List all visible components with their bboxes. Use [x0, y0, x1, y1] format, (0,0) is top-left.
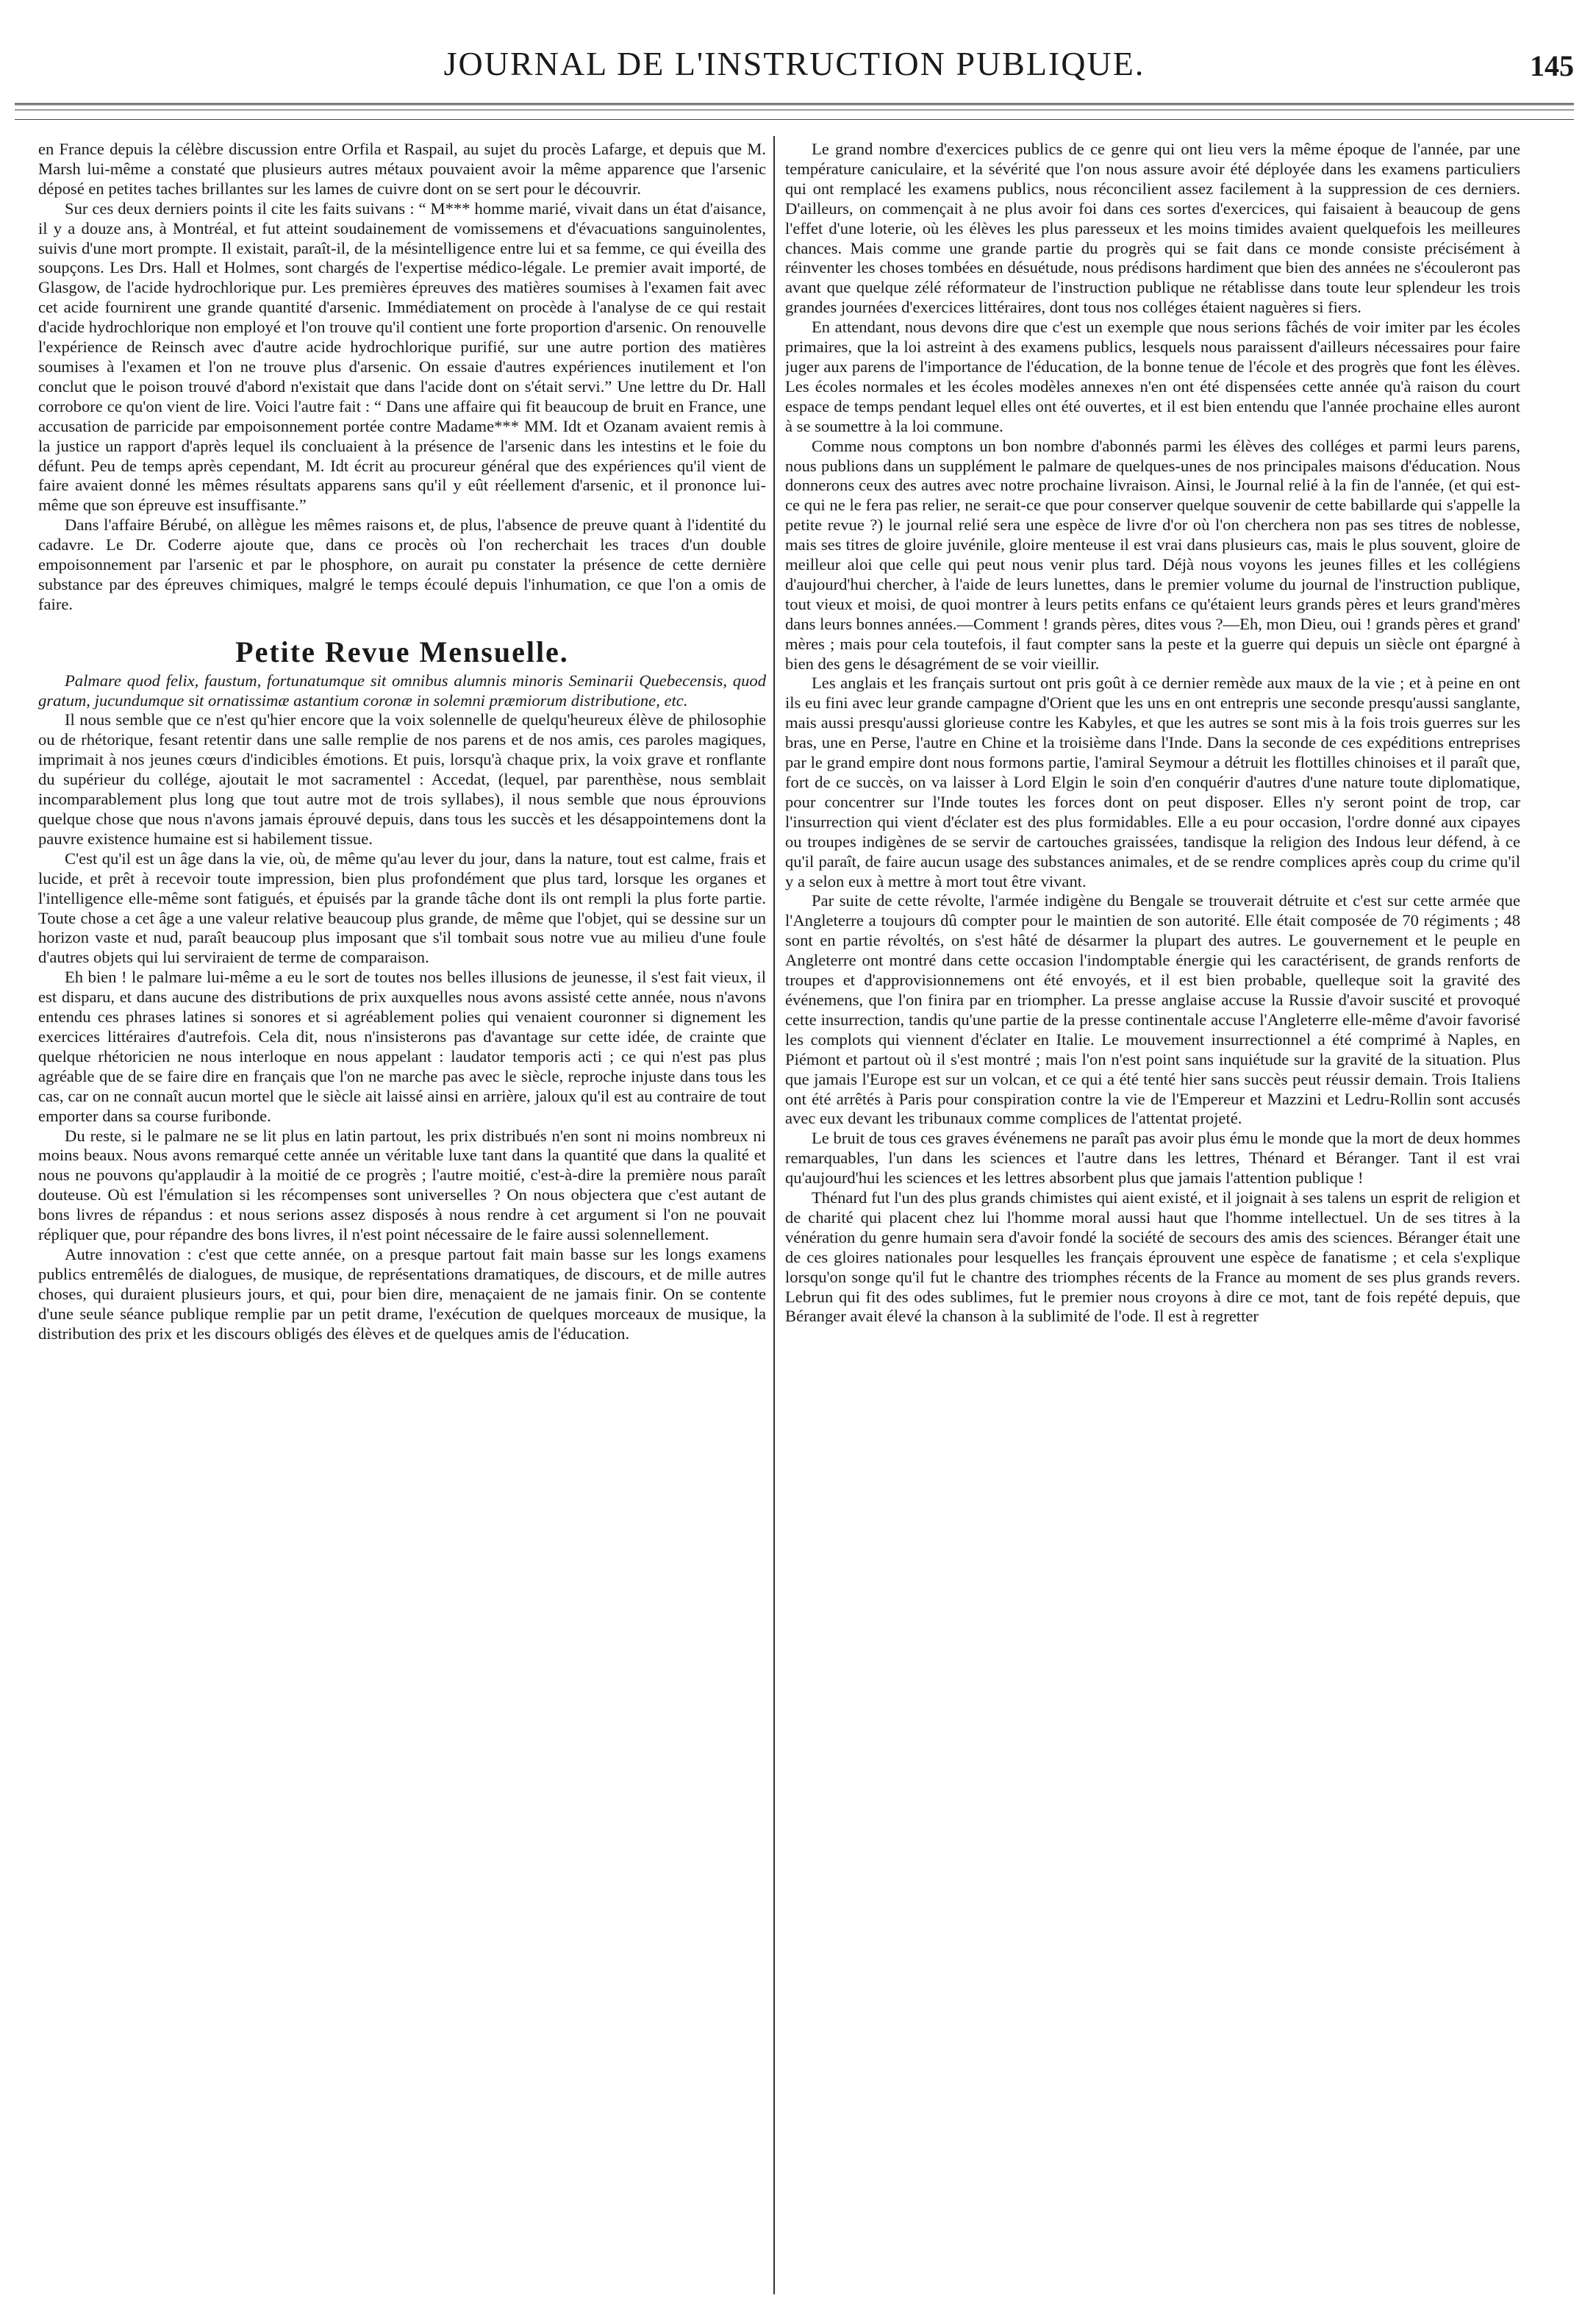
paragraph: Le bruit de tous ces graves événemens ne paraît pas avoir plus ému le monde que la mort de deux hommes remarquables, l'un dans les sciences et l'autre dans les lettres, Thénard et Béranger. Tant il est vrai qu'aujourd'hui les sciences et les lettres absorbent plus que jamais l'attention publique ! [785, 1129, 1520, 1188]
header-rule [15, 103, 1574, 110]
paragraph: Autre innovation : c'est que cette année, on a presque partout fait main basse sur les longs examens publics entremêlés de dialogues, de musique, de représentations dramatiques, de discours, et de mille autres choses, qui duraient plusieurs jours, et qui, pour bien dire, menaçaient de ne jamais finir. On se contente d'une seule séance publique remplie par un petit drame, l'exécution de quelques morceaux de musique, la distribution des prix et les discours obligés des élèves et de quelques amis de l'éducation. [38, 1244, 766, 1343]
left-column [38, 140, 766, 2294]
paragraph: Eh bien ! le palmare lui-même a eu le sort de toutes nos belles illusions de jeunesse, il s'est fait vieux, il est disparu, et dans aucune des distributions de prix auxquelles nous avons assisté cette année, nous n'avons entendu ces phrases latines si sonores et si agréablement polies qui venaient couronner si dignement les exercices littéraires d'autrefois. Cela dit, nous n'insisterons pas d'avantage sur cette idée, de crainte que quelque rhétoricien ne nous interloque en nous appelant : laudator temporis acti ; ce qui n'est pas plus agréable que de se faire dire en français que l'on ne marche pas avec le siècle, reproche injuste dans tous les cas, car on ne connaît aucun mortel que le siècle ait laissé ainsi en arrière, jaloux qu'il est au contraire de tout emporter dans sa course furibonde. [38, 968, 766, 1125]
header-rule-secondary [15, 119, 1574, 120]
journal-title: JOURNAL DE L'INSTRUCTION PUBLIQUE. [443, 45, 1145, 82]
paragraph: en France depuis la célèbre discussion entre Orfila et Raspail, au sujet du procès Lafarge, et depuis que M. Marsh lui-même a constaté que plusieurs autres métaux pouvaient avoir la même apparence que l'arsenic déposé en petites taches brillantes sur les lames de cuivre dont on se sert pour le découvrir. [38, 140, 766, 198]
section-title: Petite Revue Mensuelle. [235, 635, 569, 668]
paragraph: Sur ces deux derniers points il cite les faits suivans : “ M*** homme marié, vivait dans un état d'aisance, il y a douze ans, à Montréal, et fut atteint soudainement de vomissemens et d'évacuations sanguinolentes, suivis d'une mort prompte. Il existait, paraît-il, de la mésintelligence entre lui et sa femme, ce qui éveilla des soupçons. Les Drs. Hall et Holmes, sont chargés de l'expertise médico-légale. Le premier avait importé, de Glasgow, de l'acide hydrochlorique pur. Les premières épreuves des matières soumises à l'examen fait avec cet acide fournirent une grande quantité d'arsenic. Immédiatement on procède à l'analyse de ce qui restait d'acide hydrochlorique non employé et l'on trouve qu'il contient une forte proportion d'arsenic. On renouvelle l'expérience de Reinsch avec d'autre acide hydrochlorique purifié, sur une autre portion des matières soumises à l'examen et l'on ne trouve plus d'arsenic. On essaie d'autres expériences inutilement et l'on conclut que le poison trouvé d'abord n'existait que dans l'acide dont on s'était servi.” Une lettre du Dr. Hall corrobore ce qu'on vient de lire. Voici l'autre fait : “ Dans une affaire qui fit beaucoup de bruit en France, une accusation de parricide par empoisonnement portée contre Madame*** MM. Idt et Ozanam avaient remis à la justice un rapport d'après lequel ils concluaient à la présence de l'arsenic dans les intestins et le foie du défunt. Peu de temps après cependant, M. Idt écrit au procureur général que des expériences qu'il vient de faire avaient donné les mêmes résultats apparens sans qu'il y eût réellement d'arsenic, et il prononce lui-même que son épreuve est insuffisante.” [38, 199, 766, 515]
epigraph: Palmare quod felix, faustum, fortunatumque sit omnibus alumnis minoris Seminarii Quebecensis, quod gratum, jucundumque sit ornatissimæ astantium coronæ in solemni præmiorum distributione, etc. [38, 671, 766, 710]
paragraph: Par suite de cette révolte, l'armée indigène du Bengale se trouverait détruite et c'est sur cette armée que l'Angleterre a toujours dû compter pour le maintien de son autorité. Elle était composée de 70 régiments ; 48 sont en partie révoltés, on s'est hâté de désarmer la plupart des autres. Le gouvernement et le peuple en Angleterre ont montré dans cette occasion l'indomptable énergie qui les caractérisent, de grands renforts de troupes et d'approvisionnemens ont été envoyés, et il est bien probable, quelleque soit la gravité des événemens, que l'on finira par en triompher. La presse anglaise accuse la Russie d'avoir suscité et provoqué cette insurrection, tandis qu'une partie de la presse continentale accuse l'Angleterre elle-même d'avoir favorisé les complots qui viennent d'éclater en Italie. Le mouvement insurrectionnel a été comprimé à Naples, en Piémont et partout où il s'est montré ; mais l'on n'est point sans inquiétude sur la gravité de la situation. Plus que jamais l'Europe est sur un volcan, et ce qui a été tenté hier sans succès peut réussir demain. Trois Italiens ont été arrêtés à Paris pour conspiration contre la vie de l'Empereur et Mazzini et Ledru-Rollin sont accusés avec eux devant les tribunaux comme complices de l'attentat projeté. [785, 891, 1520, 1128]
column-divider [773, 136, 775, 2294]
paragraph: Dans l'affaire Bérubé, on allègue les mêmes raisons et, de plus, l'absence de preuve quant à l'identité du cadavre. Le Dr. Coderre ajoute que, dans ce procès où l'on recherchait les traces d'un double empoisonnement par l'arsenic et par le phosphore, on aurait pu constater la présence de cette dernière substance par des épreuves chimiques, malgré le temps écoulé depuis l'inhumation, ce que l'on a omis de faire. [38, 515, 766, 613]
paragraph: Comme nous comptons un bon nombre d'abonnés parmi les élèves des colléges et parmi leurs parens, nous publions dans un supplément le palmare de quelques-unes de nos principales maisons d'éducation. Nous donnerons ceux des autres avec notre prochaine livraison. Ainsi, le Journal relié à la fin de l'année, (et qui est-ce qui ne le fera pas relier, ne serait-ce que pour conserver quelque souvenir de cette babillarde qui s'appelle la petite revue ?) le journal relié sera une espèce de livre d'or où l'on cherchera non pas ses titres de noblesse, mais ses titres de gloire juvénile, gloire menteuse il est vrai dans plusieurs cas, mais le plus souvent, gloire de meilleur aloi que celle qui peut nous venir plus tard. Déjà nous voyons les jeunes filles et les collégiens d'aujourd'hui chercher, à l'aide de leurs lunettes, dans le premier volume du journal de l'instruction publique, tout vieux et moisi, de quoi montrer à leurs petits enfans ce qu'étaient leurs grands pères et leurs grand'mères dans leurs bonnes années.—Comment ! grands pères, dites vous ?—Eh, mon Dieu, oui ! grands pères et grand' mères ; mais pour cela toutefois, il faut compter sans la peste et la guerre qui depuis un siècle ont épargné à bien des gens le désagrément de se voir vieillir. [785, 436, 1520, 673]
paragraph: Du reste, si le palmare ne se lit plus en latin partout, les prix distribués n'en sont ni moins nombreux ni moins beaux. Nous avons remarqué cette année un véritable luxe tant dans la quantité que dans la qualité et nous ne pouvons qu'applaudir à la moitié de ce progrès ; l'autre moitié, c'est-à-dire la première nous paraît douteuse. Où est l'émulation si les récompenses sont universelles ? On nous objectera que c'est autant de bons livres de répandus : et nous serions assez disposés à nous rendre à cet argument si l'on ne pouvait répliquer que, pour répandre des bons livres, il n'est point nécessaire de le faire aussi solennellement. [38, 1126, 766, 1244]
paragraph: C'est qu'il est un âge dans la vie, où, de même qu'au lever du jour, dans la nature, tout est calme, frais et lucide, et prêt à recevoir toute impression, bien plus profondément que plus tard, lorsque les organes et l'intelligence elle-même sont fatigués, et épuisés par la grande tâche dont ils ont rempli la plus forte partie. Toute chose a cet âge a une valeur relative beaucoup plus grande, de même que l'objet, qui se dessine sur un horizon vaste et nud, paraît beaucoup plus imposant que s'il tombait sous notre vue au milieu d'une foule d'autres objets qui lui serviraient de terme de comparaison. [38, 849, 766, 967]
paragraph: En attendant, nous devons dire que c'est un exemple que nous serions fâchés de voir imiter par les écoles primaires, que la loi astreint à des examens publics, lesquels nous paraissent d'ailleurs nécessaires pour faire juger aux parens de l'importance de l'éducation, de la bonne tenue de l'école et des progrès que font les élèves. Les écoles normales et les écoles modèles annexes n'en ont été dispensées cette année qu'à raison du court espace de temps pendant lequel elles ont été ouvertes, et il est bien entendu que l'année prochaine elles auront à se soumettre à la loi commune. [785, 318, 1520, 435]
page-header [15, 44, 1574, 103]
paragraph: Le grand nombre d'exercices publics de ce genre qui ont lieu vers la même époque de l'année, par une température caniculaire, et la sévérité que l'on nous assure avoir été déployée dans les examens particuliers qui ont remplacé les examens publics, nous réconcilient assez facilement à la suppression de ces derniers. D'ailleurs, on commençait à ne plus avoir foi dans ces sortes d'exercices, qui faisaient à beaucoup de gens l'effet d'une loterie, où les élèves les plus paresseux et les moins timides avaient quelquefois les meilleures chances. Mais comme une grande partie du progrès qui se fait dans ce monde consiste précisément à réinventer les choses tombées en désuétude, nous prédisons hardiment que bien des années ne s'écouleront pas avant que quelque zélé réformateur de l'instruction publique ne rétablisse dans toute leur splendeur les trois grandes journées d'exercices littéraires, dont tous nos colléges étaient naguères si fiers. [785, 140, 1520, 317]
paragraph: Il nous semble que ce n'est qu'hier encore que la voix solennelle de quelqu'heureux élève de philosophie ou de rhétorique, fesant retentir dans une salle remplie de nos parens et de nos amis, ces paroles magiques, imprimait à nos jeunes cœurs d'indicibles émotions. Et puis, lorsqu'à chaque prix, la voix grave et ronflante du supérieur du collége, ajoutait le mot sacramentel : Accedat, (lequel, par parenthèse, nous semblait incomparablement plus long que tout autre mot de trois syllabes), il nous semble que nous éprouvions quelque chose que nous n'avons jamais éprouvé depuis, dans tous les succès et les désappointemens dont la pauvre existence humaine est si habilement tissue. [38, 710, 766, 848]
paragraph: Thénard fut l'un des plus grands chimistes qui aient existé, et il joignait à ses talens un esprit de religion et de charité qui placent chez lui l'homme moral aussi haut que l'homme intellectuel. Un de ses titres à la vénération du genre humain sera d'avoir fondé la société de secours des amis des sciences. Béranger était une de ces gloires nationales pour lesquelles les français éprouvent une espèce de fanatisme ; et cela s'explique lorsqu'on songe qu'il fut le chantre des triomphes récents de la France au moment de ses plus grands revers. Lebrun qui fit des odes sublimes, fut le premier nous croyons à dire ce mot, tant de fois repété depuis, que Béranger avait élevé la chanson à la sublimité de l'ode. Il est à regretter [785, 1188, 1520, 1326]
paragraph: Les anglais et les français surtout ont pris goût à ce dernier remède aux maux de la vie ; et à peine en ont ils eu fini avec leur grande campagne d'Orient que les uns en ont entrepris une seconde presqu'aussi sanglante, mais aussi presqu'aussi glorieuse contre les Kabyles, et que les autres se sont mis à la fois trois guerres sur les bras, une en Perse, l'autre en Chine et la troisième dans l'Inde. Dans la seconde de ces expéditions entreprises par le grand empire dont nous formons partie, l'amiral Seymour a détruit les flottilles chinoises et il paraît que, fort de ce succès, on va laisser à Lord Elgin le soin d'en conquérir d'autres d'une nature toute diplomatique, pour concentrer sur l'Inde toutes les forces dont on peut disposer. Elles n'y seront point de trop, car l'insurrection qui vient d'éclater est des plus formidables. Elle a eu pour occasion, l'ordre donné aux cipayes ou troupes indigènes de se servir de cartouches graissées, tandisque la religion des Indous leur défend, à ce qu'il paraît, de faire aucun usage des substances animales, et de se rendre complices après coup du crime qu'il y a selon eux à mettre à mort tout être vivant. [785, 674, 1520, 891]
page-number: 145 [1530, 49, 1574, 82]
right-column [785, 140, 1520, 2294]
